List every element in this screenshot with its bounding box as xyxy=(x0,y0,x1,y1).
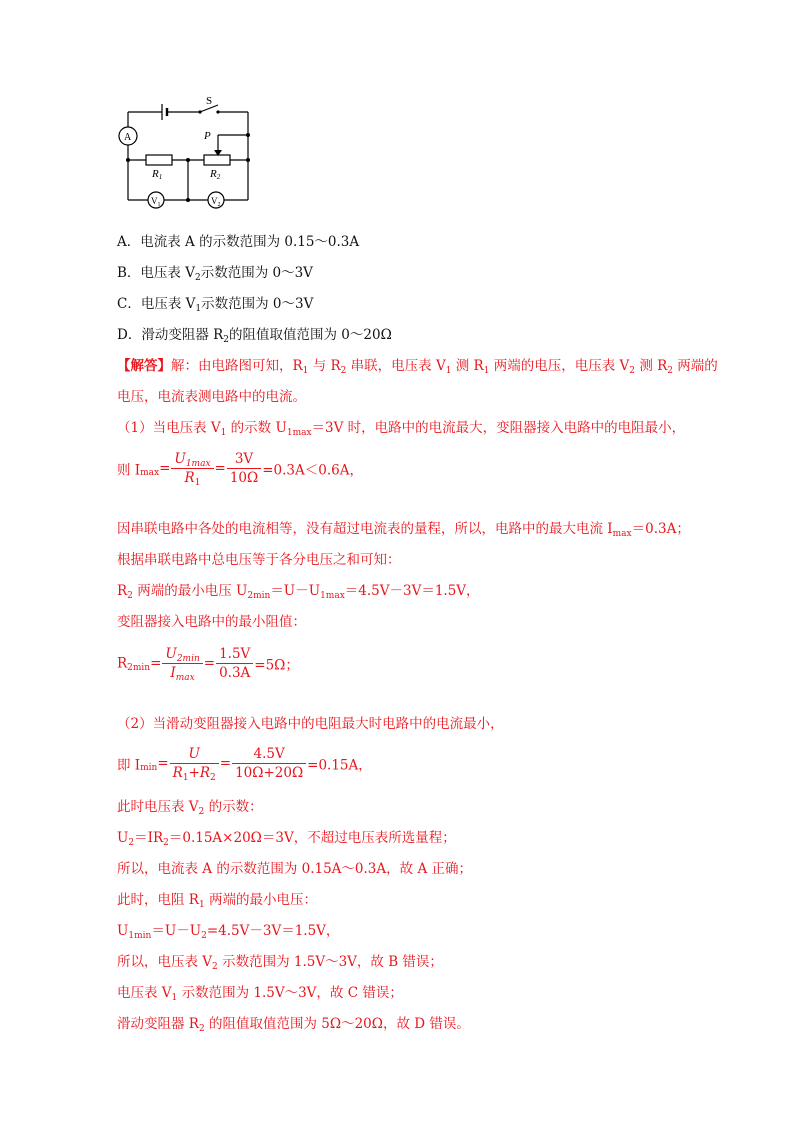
equation-imin: 即 $I_{min}=$ $\frac{U}{R_1+R_2}$ = $\frac{4.5V}{10\Omega+20\Omega}$ =0.15A， xyxy=(117,746,372,783)
junction-dot xyxy=(186,158,190,162)
option-d: D．滑动变阻器 $R_2$的阻值取值范围为 0～20Ω xyxy=(117,327,392,345)
junction-dot xyxy=(186,198,190,202)
r2-rheostat xyxy=(204,155,230,165)
answer-tag: 【解答】 xyxy=(117,358,171,374)
junction-dot xyxy=(246,158,250,162)
r1-resistor xyxy=(146,155,172,165)
answer-step-2: （2）当滑动变阻器接入电路中的电阻最大时电路中的电流最小， xyxy=(117,716,504,732)
v2-label: $V_2$ xyxy=(211,196,221,208)
answer-line-1: 【解答】解：由电路图可知，$R_1$ 与 $R_2$ 串联，电压表 $V_1$ 测 $R_1$ 两端的电压，电压表 $V_2$ 测 $R_2$ 两端的 xyxy=(117,358,718,376)
answer-line-5: 根据串联电路中总电压等于各分电压之和可知： xyxy=(117,552,401,568)
equation-imax: 则 $I_{max}=$ $\frac{U_{1max}}{R_1}$ = $\frac{3V}{10\Omega}$ =0.3A＜0.6A， xyxy=(117,451,363,488)
answer-line-16: 电压表 $V_1$ 示数范围为 1.5V～3V，故 C 错误； xyxy=(117,985,403,1003)
option-b: B．电压表 $V_2$示数范围为 0～3V xyxy=(117,265,313,283)
switch-contact xyxy=(198,110,201,113)
answer-line-12: 所以，电流表 A 的示数范围为 0.15A～0.3A，故 A 正确； xyxy=(117,861,472,877)
answer-line-13: 此时，电阻 $R_1$ 两端的最小电压： xyxy=(117,892,317,910)
answer-line-17: 滑动变阻器 $R_2$ 的阻值取值范围为 5Ω～20Ω，故 D 错误。 xyxy=(117,1016,470,1034)
answer-line-14: $U_{1min}=U-U_2=4.5V-3V=1.5V$， xyxy=(117,923,340,941)
answer-line-2: 电压，电流表测电路中的电流。 xyxy=(117,389,306,405)
v1-label: $V_1$ xyxy=(151,196,161,208)
ammeter-label: A xyxy=(124,132,132,143)
junction-dot xyxy=(126,158,130,162)
switch-contact xyxy=(216,110,219,113)
answer-line-7: 变阻器接入电路中的最小阻值： xyxy=(117,614,306,630)
answer-line-15: 所以，电压表 $V_2$ 示数范围为 1.5V～3V，故 B 错误； xyxy=(117,954,443,972)
option-c: C．电压表 $V_1$示数范围为 0～3V xyxy=(117,296,314,314)
option-a: A．电流表 A 的示数范围为 0.15～0.3A xyxy=(117,234,360,250)
equation-r2min: $R_{2min}=$ $\frac{U_{2min}}{I_{max}}$ = $\frac{1.5V}{0.3A}$ =5Ω； xyxy=(117,646,299,683)
r1-label: R1 xyxy=(152,168,163,181)
answer-line-11: $U_2=IR_2=0.15A\times 20\Omega=3V$，不超过电压表所选量程； xyxy=(117,830,456,848)
slider-label: P xyxy=(204,130,211,142)
answer-line-6: $R_2$ 两端的最小电压 $U_{2min}=U-U_{1max}=4.5V-3V=1.5V$， xyxy=(117,583,480,601)
answer-line-10: 此时电压表 $V_2$ 的示数： xyxy=(117,799,263,817)
answer-step-1: （1）当电压表 $V_1$ 的示数 $U_{1max}=3V$ 时，电路中的电流最大，变阻器接入电路中的电阻最小， xyxy=(117,420,686,438)
switch-label: S xyxy=(206,95,213,107)
circuit-diagram xyxy=(112,92,262,214)
answer-line-4: 因串联电路中各处的电流相等，没有超过电流表的量程，所以，电路中的最大电流 $I_{max}=0.3A$； xyxy=(117,521,690,539)
r2-label: R2 xyxy=(210,168,221,181)
junction-dot xyxy=(246,133,250,137)
